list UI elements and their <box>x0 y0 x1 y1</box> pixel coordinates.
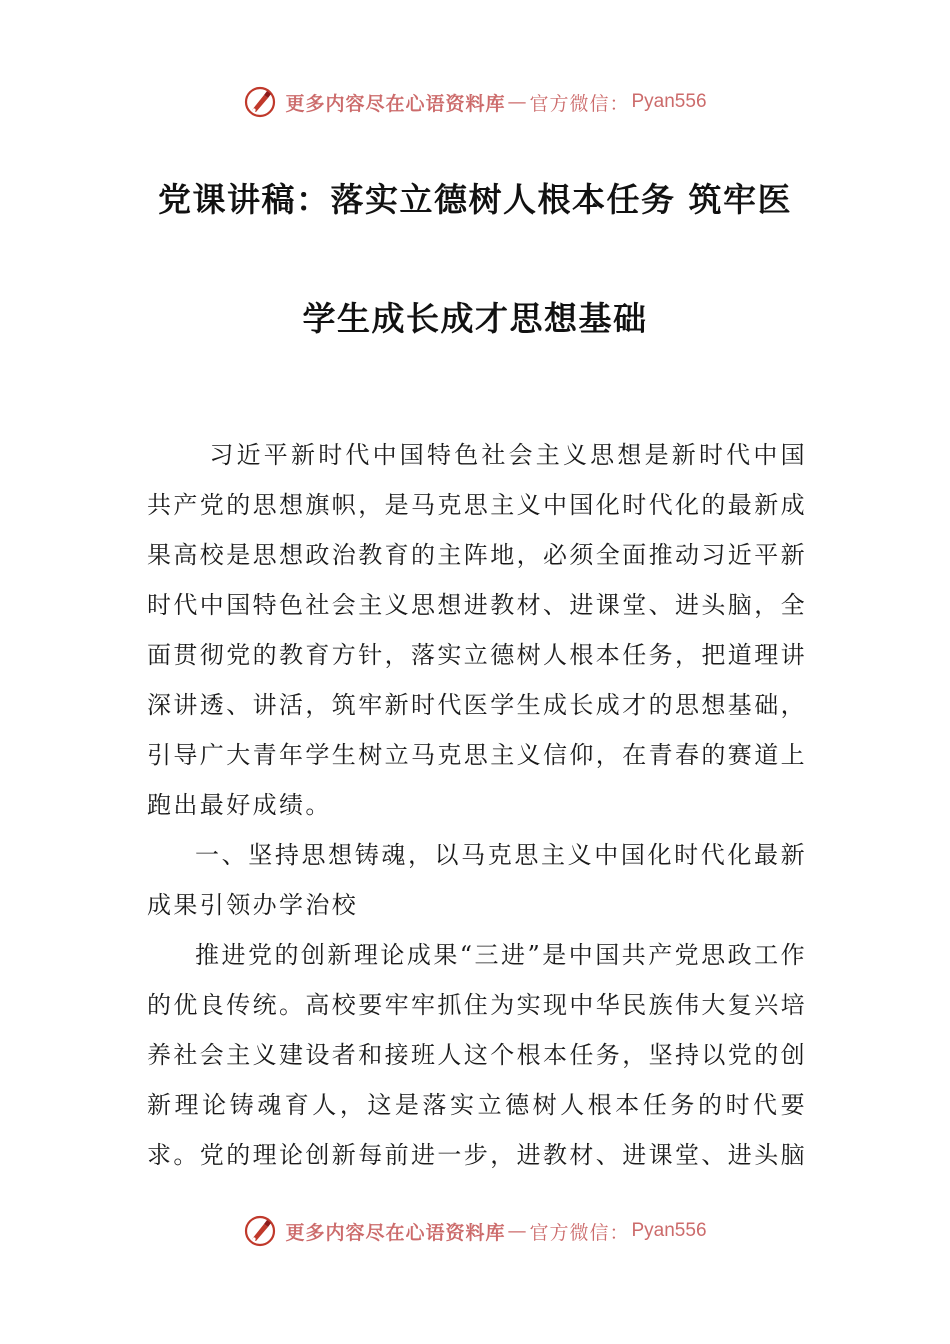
watermark-separator: — <box>507 1220 528 1242</box>
watermark-brand: 更多内容尽在心语资料库 <box>285 1221 506 1244</box>
watermark-brand: 更多内容尽在心语资料库 <box>285 92 506 115</box>
watermark-separator: — <box>507 91 528 113</box>
watermark-wechat-id: Pyan556 <box>631 1220 707 1241</box>
section-heading: 一、坚持思想铸魂，以马克思主义中国化时代化最新成果引领办学治校 <box>147 841 807 919</box>
body-paragraph: 推进党的创新理论成果“三进”是中国共产党思政工作的优良传统。高校要牢牢抓住为实现中华民族伟大复兴培养社会主义建设者和接班人这个根本任务，坚持以党的创新理论铸魂育人，这是落实立德树人根本任务的时代要求。党的理论创新每前进一步，进教材、进课堂、进头脑 <box>147 941 807 1169</box>
watermark-wechat-label: 官方微信： <box>529 1221 630 1244</box>
fountain-pen-logo-icon <box>243 1214 277 1248</box>
document-body <box>147 430 807 1180</box>
document-title-line-2: 学生成长成才思想基础 <box>302 299 648 338</box>
watermark-wechat-id: Pyan556 <box>631 91 707 112</box>
watermark-wechat-label: 官方微信： <box>529 92 630 115</box>
fountain-pen-logo-icon <box>243 85 277 119</box>
watermark-banner-bottom <box>0 1209 950 1253</box>
watermark-banner-top <box>0 80 950 124</box>
document-title-line-1: 党课讲稿：落实立德树人根本任务 筑牢医 <box>158 180 792 219</box>
body-paragraph: 习近平新时代中国特色社会主义思想是新时代中国共产党的思想旗帜，是马克思主义中国化时代化的最新成果高校是思想政治教育的主阵地，必须全面推动习近平新时代中国特色社会主义思想进教材、进课堂、进头脑，全面贯彻党的教育方针，落实立德树人根本任务，把道理讲深讲透、讲活，筑牢新时代医学生成长成才的思想基础，引导广大青年学生树立马克思主义信仰，在青春的赛道上跑出最好成绩。 <box>147 441 807 819</box>
